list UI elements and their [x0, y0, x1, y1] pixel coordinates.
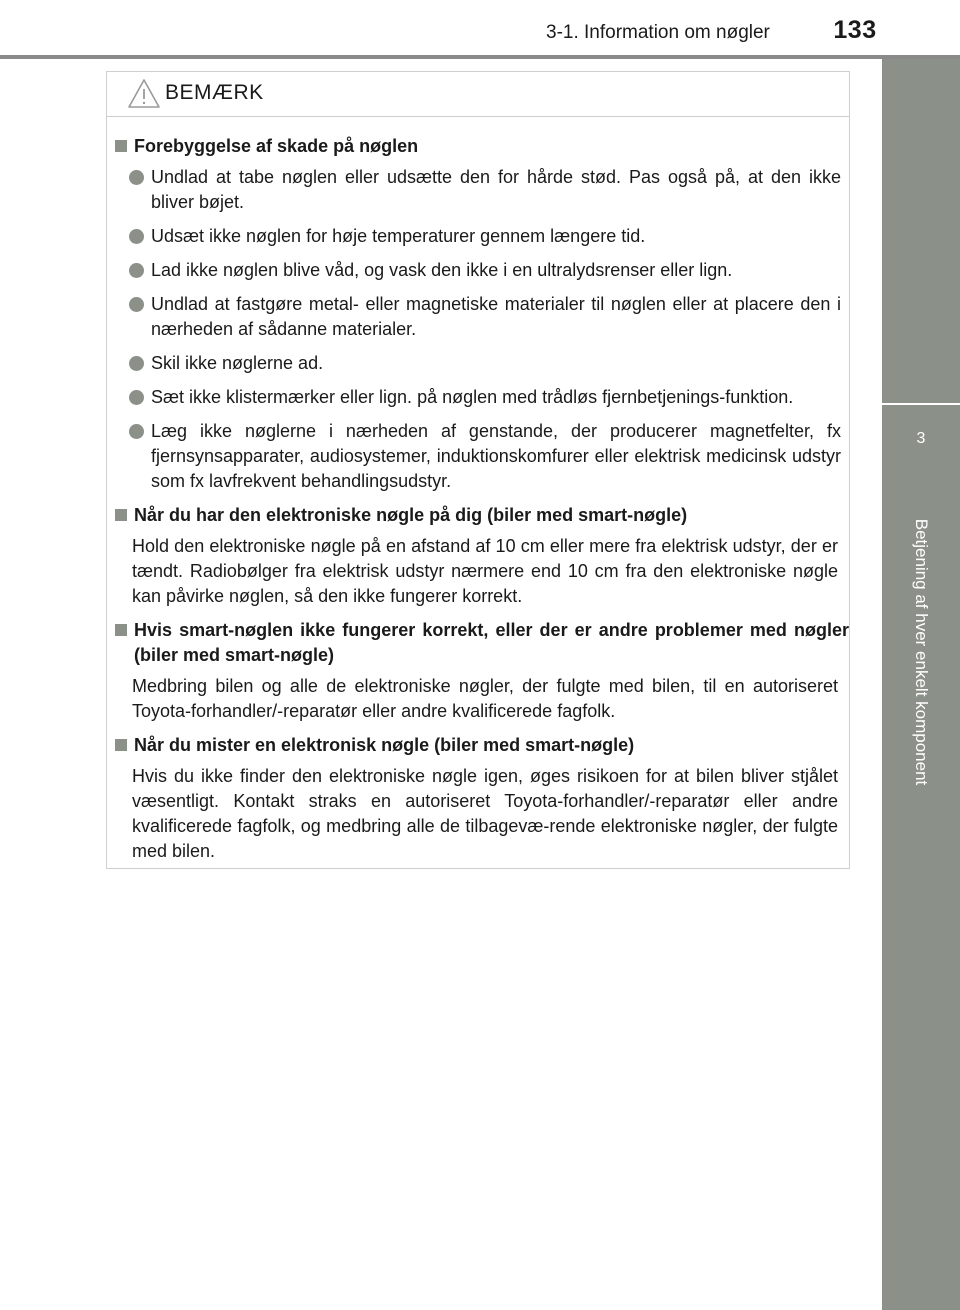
notice-title: BEMÆRK	[165, 81, 264, 104]
round-bullet-icon	[129, 170, 144, 185]
list-item	[129, 224, 841, 249]
section-heading	[115, 618, 849, 668]
notice-header	[107, 72, 849, 117]
list-item-text: Udsæt ikke nøglen for høje temperaturer gennem længere tid.	[151, 226, 646, 246]
round-bullet-icon	[129, 297, 144, 312]
section-paragraph: Medbring bilen og alle de elektroniske nøgler, der fulgte med bilen, til en autoriseret Toyota-forhandler/-reparatør eller andre kvalificerede fagfolk.	[132, 676, 838, 721]
round-bullet-icon	[129, 263, 144, 278]
notice-box	[106, 71, 850, 869]
list-item-text: Undlad at tabe nøglen eller udsætte den for hårde stød. Pas også på, at den ikke bliver bøjet.	[151, 167, 841, 212]
side-tab-upper	[882, 59, 960, 403]
list-item	[129, 351, 841, 376]
header-section-title: 3-1. Information om nøgler	[546, 22, 770, 43]
list-item	[129, 292, 841, 342]
round-bullet-icon	[129, 390, 144, 405]
list-item-text: Lad ikke nøglen blive våd, og vask den ikke i en ultralydsrenser eller lign.	[151, 260, 733, 280]
section-heading-text: Når du har den elektroniske nøgle på dig (biler med smart-nøgle)	[134, 505, 688, 525]
square-bullet-icon	[115, 624, 127, 636]
section-heading-text: Hvis smart-nøglen ikke fungerer korrekt, eller der er andre problemer med nøgler (biler med smart-nøgle)	[134, 620, 849, 665]
side-tab-number: 3	[916, 430, 926, 447]
list-item-text: Skil ikke nøglerne ad.	[151, 353, 324, 373]
square-bullet-icon	[115, 140, 127, 152]
section-paragraph: Hold den elektroniske nøgle på en afstand af 10 cm eller mere fra elektrisk udstyr, der er tændt. Radiobølger fra elektrisk udstyr nærmere end 10 cm fra den elektroniske nøgle kan påvirke nøglen, så den ikke fungerer korrekt.	[132, 536, 838, 606]
notice-content	[107, 134, 849, 873]
list-item	[129, 419, 841, 494]
round-bullet-icon	[129, 356, 144, 371]
section-heading	[115, 733, 849, 758]
side-tab-label: Betjening af hver enkelt komponent	[912, 518, 931, 786]
warning-triangle-icon	[127, 78, 161, 109]
list-item	[129, 258, 841, 283]
list-item-text: Undlad at fastgøre metal- eller magnetiske materialer til nøglen eller at placere den i nærheden af sådanne materialer.	[151, 294, 841, 339]
section-paragraph: Hvis du ikke finder den elektroniske nøgle igen, øges risikoen for at bilen bliver stjålet væsentligt. Kontakt straks en autoriseret Toyota-forhandler/-reparatør eller andre kvalificerede fagfolk, og medbring alle de tilbagevæ-rende elektroniske nøgler, der fulgte med bilen.	[132, 766, 838, 861]
round-bullet-icon	[129, 229, 144, 244]
header-rule	[0, 55, 960, 59]
square-bullet-icon	[115, 739, 127, 751]
page-number: 133	[833, 16, 877, 44]
list-item	[129, 165, 841, 215]
list-item-text: Sæt ikke klistermærker eller lign. på nøglen med trådløs fjernbetjenings-funktion.	[151, 387, 794, 407]
section-heading-text: Forebyggelse af skade på nøglen	[134, 136, 419, 156]
square-bullet-icon	[115, 509, 127, 521]
section-heading	[115, 503, 849, 528]
round-bullet-icon	[129, 424, 144, 439]
list-item-text: Læg ikke nøglerne i nærheden af genstande, der producerer magnetfelter, fx fjernsynsapparater, audiosystemer, induktionskomfurer eller elektrisk medicinsk udstyr som fx lavfrekvent behandlingsudstyr.	[151, 421, 841, 491]
section-heading-text: Når du mister en elektronisk nøgle (biler med smart-nøgle)	[134, 735, 635, 755]
section-heading	[115, 134, 849, 159]
list-item	[129, 385, 841, 410]
